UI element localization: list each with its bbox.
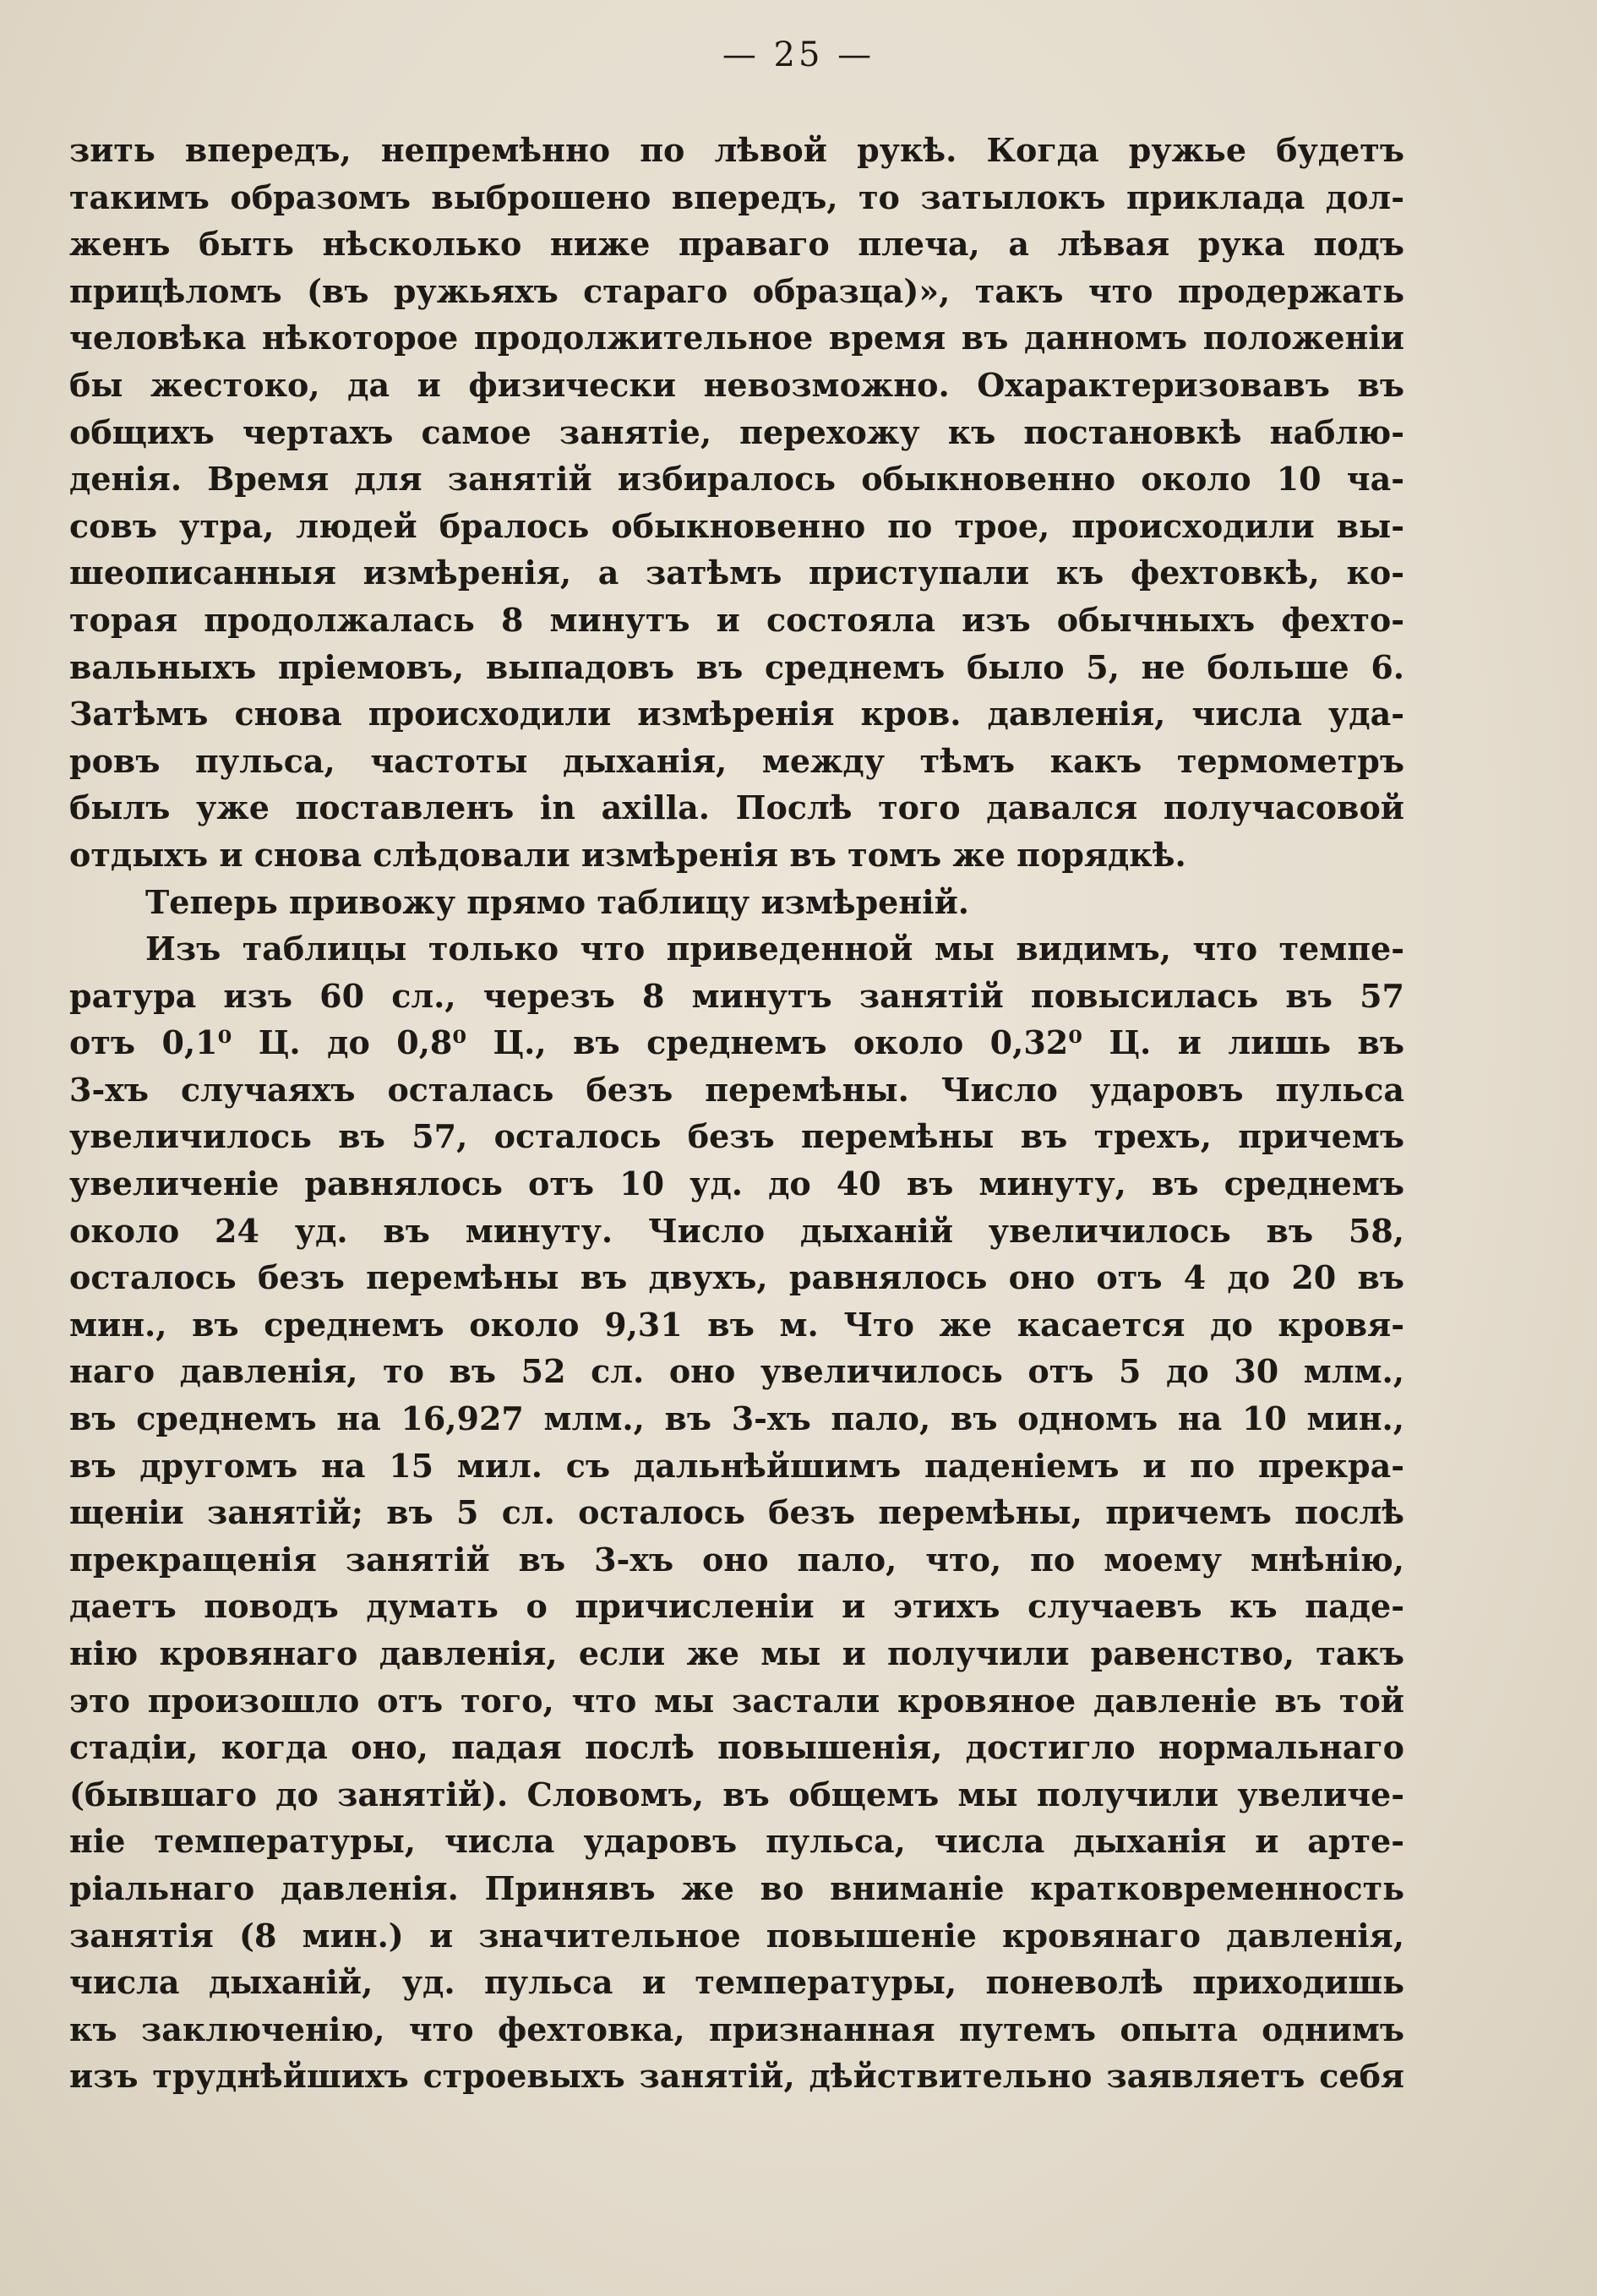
text-line: зить впередъ, непремѣнно по лѣвой рукѣ. Когда ружье будетъ [69, 131, 1404, 169]
text-line: въ среднемъ на 16,927 млм., въ 3-хъ пало, въ одномъ на 10 мин., [69, 1399, 1404, 1438]
text-line: нію кровянаго давленія, если же мы и получили равенство, такъ [69, 1634, 1404, 1672]
text-line: вальныхъ пріемовъ, выпадовъ въ среднемъ было 5, не больше 6. [69, 647, 1404, 686]
text-line: торая продолжалась 8 минутъ и состояла изъ обычныхъ фехто- [69, 600, 1404, 639]
text-line: прекращенія занятій въ 3-хъ оно пало, что, по моему мнѣнію, [69, 1540, 1404, 1579]
text-line: человѣка нѣкоторое продолжительное время въ данномъ положеніи [69, 319, 1404, 357]
text-line: къ заключенію, что фехтовка, признанная путемъ опыта однимъ [69, 2010, 1404, 2048]
text-line: ровъ пульса, частоты дыханія, между тѣмъ какъ термометръ [69, 741, 1404, 780]
text-line: бы жестоко, да и физически невозможно. Охарактеризовавъ въ [69, 365, 1404, 404]
text-line: шеописанныя измѣренія, а затѣмъ приступали къ фехтовкѣ, ко- [69, 554, 1404, 592]
text-line: увеличилось въ 57, осталось безъ перемѣны въ трехъ, причемъ [69, 1117, 1404, 1156]
text-line: стадіи, когда оно, падая послѣ повышенія, достигло нормальнаго [69, 1728, 1404, 1767]
text-line: занятія (8 мин.) и значительное повышеніе кровянаго давленія, [69, 1916, 1404, 1955]
text-line: увеличеніе равнялось отъ 10 уд. до 40 въ минуту, въ среднемъ [69, 1164, 1404, 1203]
text-line: прицѣломъ (въ ружьяхъ стараго образца)», такъ что продержать [69, 271, 1404, 310]
page-number: — 25 — [722, 35, 875, 74]
text-line: изъ труднѣйшихъ строевыхъ занятій, дѣйствительно заявляетъ себя [69, 2057, 1404, 2096]
text-line: такимъ образомъ выброшено впередъ, то затылокъ приклада дол- [69, 177, 1404, 216]
text-line: ніе температуры, числа ударовъ пульса, числа дыханія и арте- [69, 1822, 1404, 1861]
body-text [69, 127, 1404, 2100]
text-line: ратура изъ 60 сл., черезъ 8 минутъ занятій повысилась въ 57 [69, 976, 1404, 1015]
text-line: отдыхъ и снова слѣдовали измѣренія въ томъ же порядкѣ. [69, 835, 1186, 874]
text-line: это произошло отъ того, что мы застали кровяное давленіе въ той [69, 1681, 1404, 1720]
text-line: совъ утра, людей бралось обыкновенно по трое, происходили вы- [69, 506, 1404, 545]
text-line: щеніи занятій; въ 5 сл. осталось безъ перемѣны, причемъ послѣ [69, 1493, 1404, 1532]
text-line: общихъ чертахъ самое занятіе, перехожу къ постановкѣ наблю- [69, 412, 1404, 451]
text-line: женъ быть нѣсколько ниже праваго плеча, а лѣвая рука подъ [69, 225, 1404, 264]
text-line: наго давленія, то въ 52 сл. оно увеличилось отъ 5 до 30 млм., [69, 1352, 1404, 1391]
text-line: денія. Время для занятій избиралось обыкновенно около 10 ча- [69, 460, 1404, 499]
text-line: даетъ поводъ думать о причисленіи и этихъ случаевъ къ паде- [69, 1587, 1404, 1626]
text-line: Изъ таблицы только что приведенной мы видимъ, что темпе- [145, 930, 1404, 968]
text-line: около 24 уд. въ минуту. Число дыханій увеличилось въ 58, [69, 1211, 1404, 1250]
text-line: Затѣмъ снова происходили измѣренія кров. давленія, числа уда- [69, 695, 1404, 734]
text-line: въ другомъ на 15 мил. съ дальнѣйшимъ паденіемъ и по прекра- [69, 1446, 1404, 1485]
text-line: былъ уже поставленъ in axilla. Послѣ того давался получасовой [69, 788, 1404, 827]
text-line: 3-хъ случаяхъ осталась безъ перемѣны. Число ударовъ пульса [69, 1070, 1404, 1109]
text-line: (бывшаго до занятій). Словомъ, въ общемъ мы получили увеличе- [69, 1775, 1404, 1813]
text-line: мин., въ среднемъ около 9,31 въ м. Что же касается до кровя- [69, 1305, 1404, 1344]
text-line: Теперь привожу прямо таблицу измѣреній. [145, 882, 970, 921]
text-line: ріальнаго давленія. Принявъ же во вниманіе кратковременность [69, 1868, 1404, 1907]
text-line: осталось безъ перемѣны въ двухъ, равнялось оно отъ 4 до 20 въ [69, 1258, 1404, 1297]
text-line: отъ 0,1⁰ Ц. до 0,8⁰ Ц., въ среднемъ около 0,32⁰ Ц. и лишь въ [69, 1023, 1404, 1062]
text-line: числа дыханій, уд. пульса и температуры, поневолѣ приходишь [69, 1963, 1404, 2002]
